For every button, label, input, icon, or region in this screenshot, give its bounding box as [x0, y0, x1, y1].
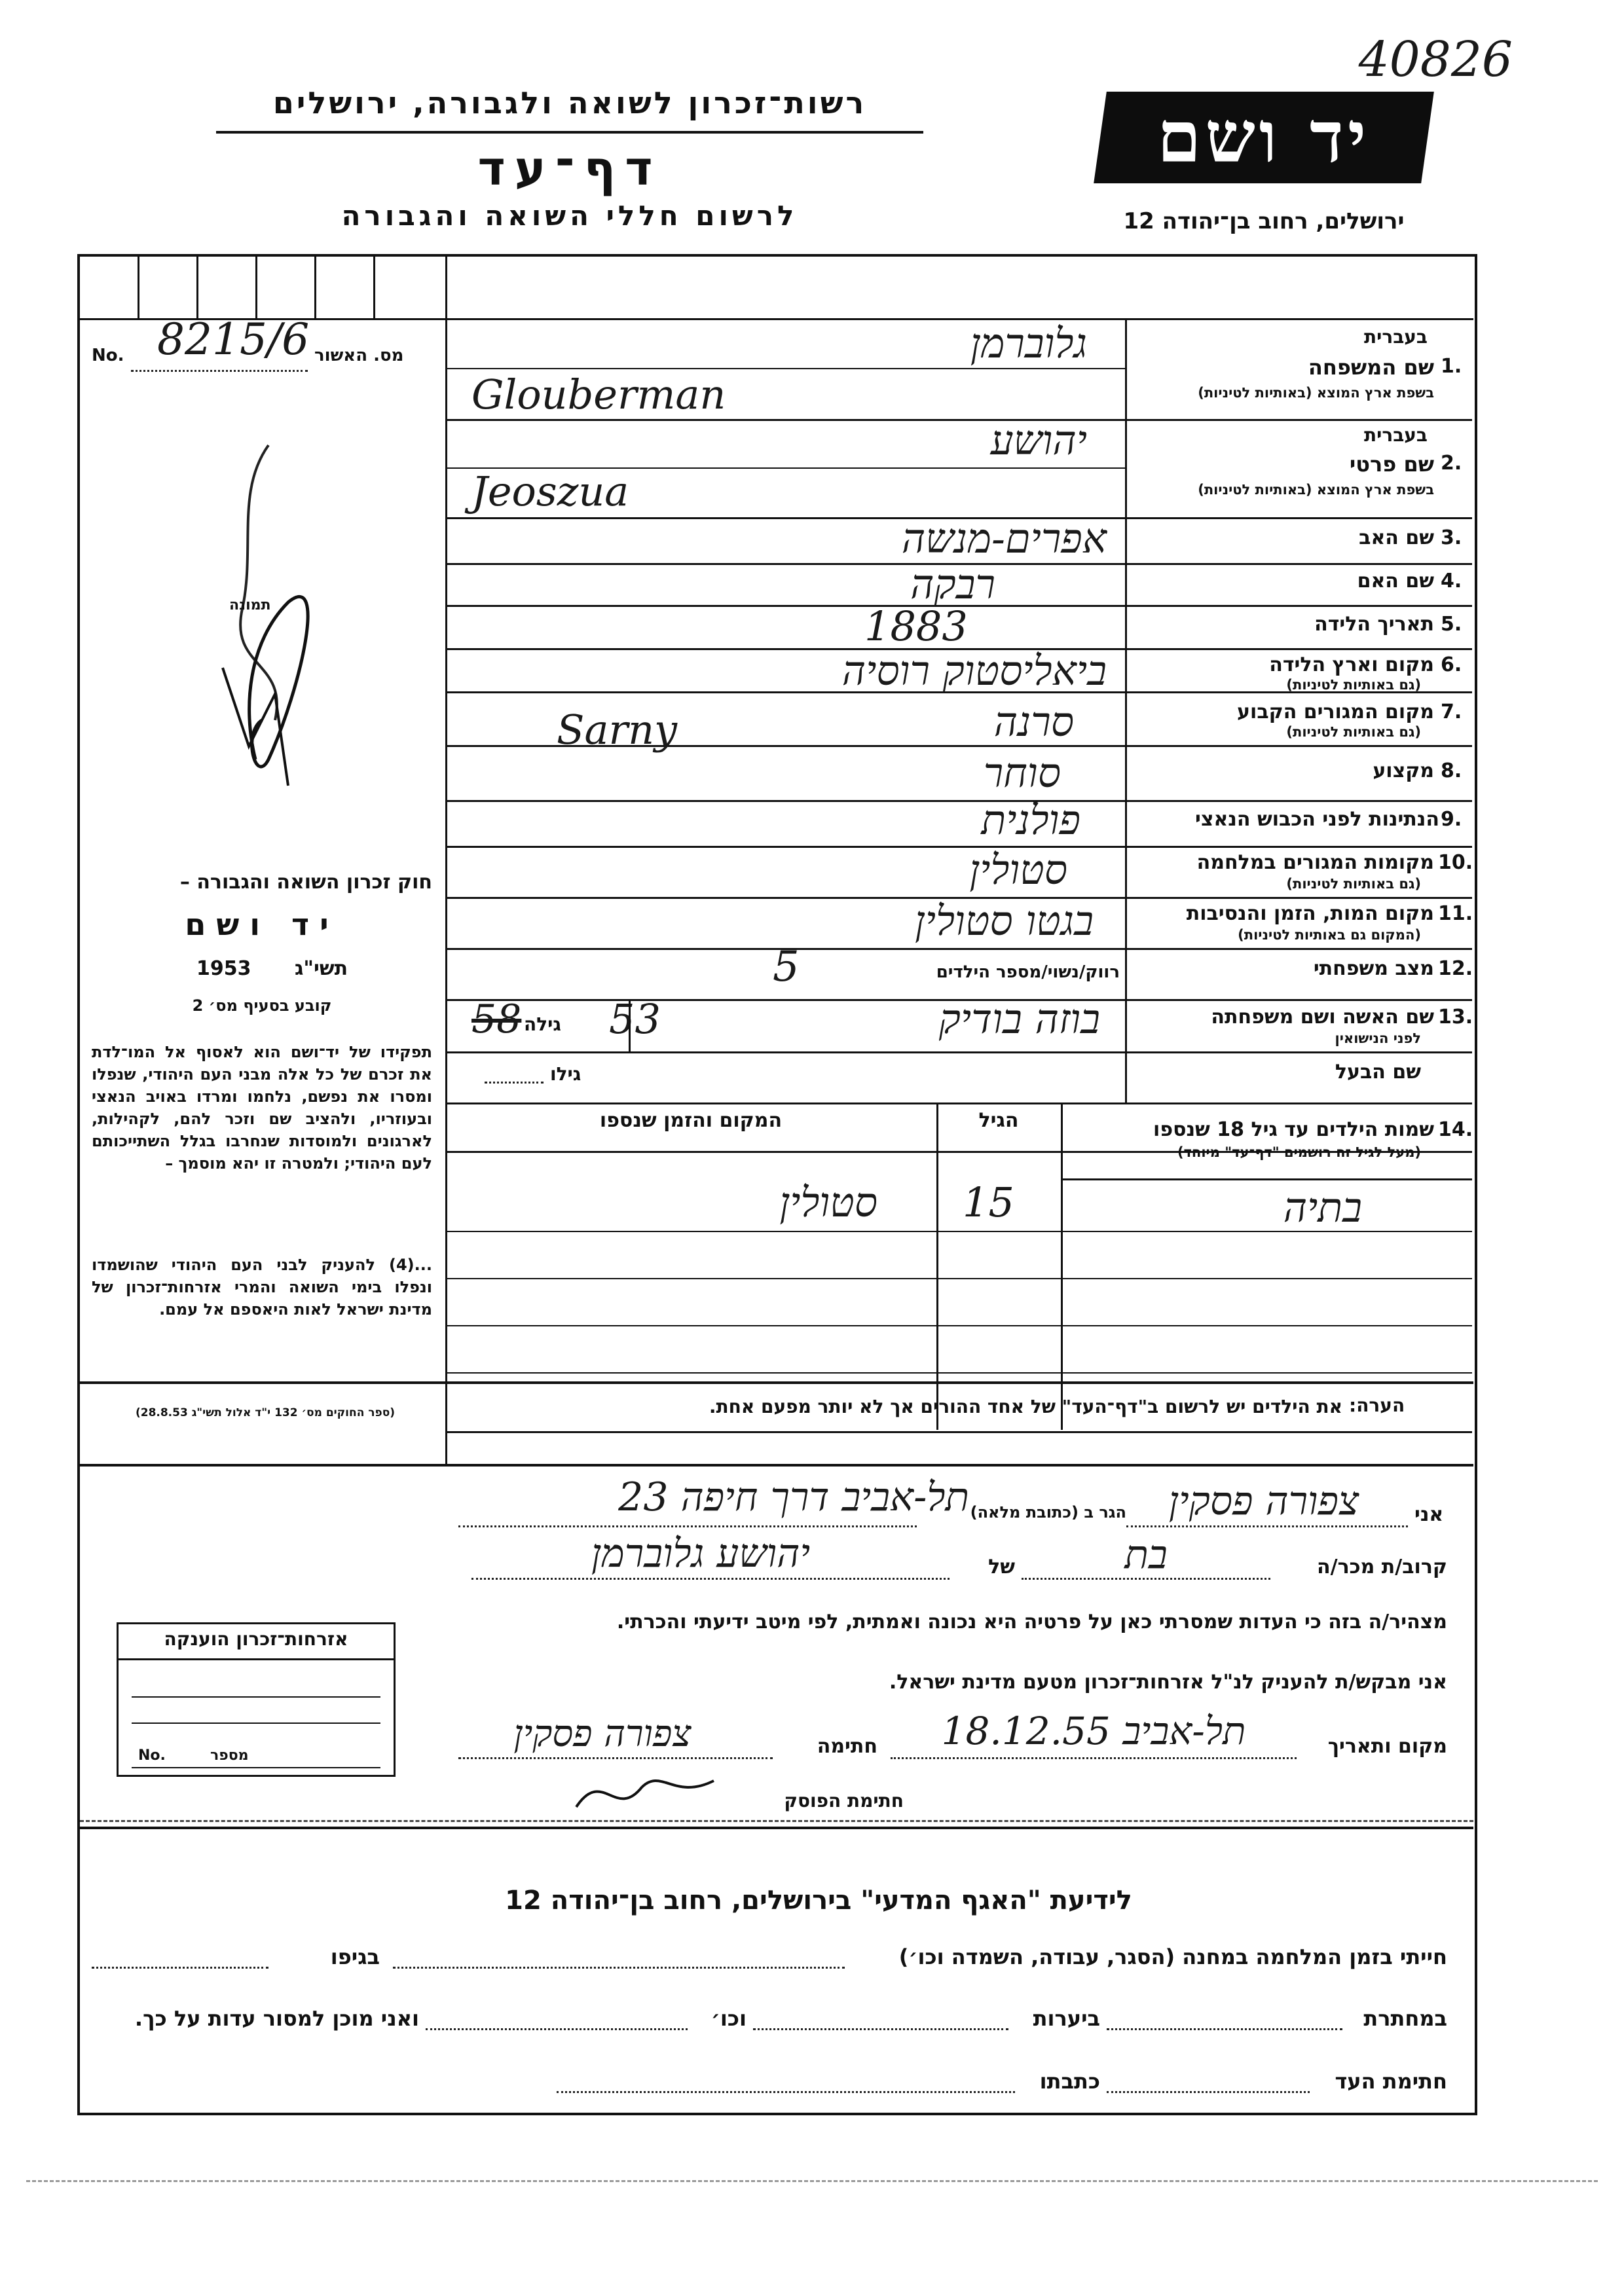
field-10-sub: (גם באותיות לטיניות): [1286, 876, 1421, 892]
law-text: תפקידו של יד־ושם הוא לאסוף אל המו־לדת את זכרם של כל אלה מבני העם היהודי, שנפלו ומסרו את נפשם, נלחמו ומרדו באויב הנאצי ובעוזריו, ולהציב שם וזכר להם, לקהילות, לארגונים ולמוסדות שנחרבו בגלל השתייכותם לעם היהודי; ולמטרה זו יהא מוסמך –: [92, 1043, 432, 1173]
declarant-ani-label: אני: [1414, 1503, 1444, 1526]
declarant-name: צפורה פסקין: [1168, 1478, 1359, 1524]
wife-age-label: גילה: [524, 1013, 561, 1035]
photo-scribble: [92, 393, 432, 799]
form-title: דף־עד: [477, 141, 662, 196]
law-clause: קובע בסעיף מס׳ 2: [192, 996, 332, 1015]
residing-label: הגר ב (כתובת מלאה): [970, 1503, 1126, 1522]
citizenship-box: [117, 1622, 396, 1777]
field-8-number: 8.: [1441, 759, 1462, 782]
child-name: בתיה: [1283, 1184, 1362, 1231]
approval-number: 8215/6: [157, 314, 310, 365]
field-2-number: 2.: [1441, 452, 1462, 475]
field-2-sub: בשפת ארץ המוצא (באותיות לטיניות): [1198, 482, 1434, 498]
footer-line3-start: חתימת העד: [1335, 2069, 1447, 2094]
field-6-sub: (גם באותיות לטיניות): [1286, 677, 1421, 693]
birth-place: ביאליסטוק רוסיה: [841, 647, 1107, 695]
field-2-label: שם פרטי: [1349, 452, 1434, 477]
checker-signature-scribble: [563, 1755, 733, 1827]
approval-number-label: מס. האשור: [314, 346, 404, 365]
footer-line2-mid2: וכו׳: [710, 2006, 747, 2031]
declarant-address: תל-אביב דרך חיפה 23: [618, 1474, 969, 1520]
field-9-number: 9.: [1441, 808, 1462, 831]
field-6-label: מקום וארץ הלידה: [1269, 653, 1434, 676]
field-9-label: הנתינות לפני הכבוש הנאצי: [1195, 808, 1439, 831]
field-8-label: מקצוע: [1373, 759, 1434, 782]
photo-area: [92, 393, 432, 799]
photo-label: תמונה: [229, 597, 271, 613]
checker-label: חתימת הפוסק: [784, 1790, 904, 1812]
field-12-label: מצב משפחתי: [1313, 957, 1434, 980]
relation: בת: [1124, 1532, 1168, 1578]
law-title: חוק זכרון השואה והגבורה –: [179, 871, 432, 894]
footer-line1-label: חייתי בזמן המלחמה במחנה (הסגר, עבודה, השמדה וכו׳): [898, 1944, 1447, 1969]
field-11-label: מקום המות, הזמן והנסיבות: [1186, 902, 1434, 925]
footer-line2-start: במחתרת: [1363, 2006, 1447, 2031]
field-1-number: 1.: [1441, 355, 1462, 378]
field-13-sub: לפני הנישואין: [1335, 1030, 1421, 1046]
husband-label: שם הבעל: [1335, 1061, 1421, 1084]
citizenship-no-label: No.: [138, 1747, 166, 1764]
law-year-hebrew: תשי"ג: [295, 957, 348, 980]
wife-age-struck: 58: [471, 996, 522, 1042]
field-13-label: שם האשה ושם משפחתה: [1211, 1006, 1434, 1029]
children-col-age: הגיל: [978, 1109, 1019, 1132]
signature: צפורה פסקין: [513, 1713, 692, 1755]
place-of-death: בגטו סטולין: [914, 897, 1094, 945]
field-5-label: תאריך הלידה: [1314, 613, 1434, 636]
first-name-latin: Jeoszua: [471, 467, 629, 515]
birth-year: 1883: [864, 602, 968, 650]
child-death-place: סטולין: [779, 1178, 877, 1226]
place-date: תל-אביב 18.12.55: [941, 1709, 1246, 1753]
authority-name: רשות־זכרון לשואה ולגבורה, ירושלים: [272, 85, 867, 120]
residence-latin: Sarny: [557, 706, 678, 754]
field-6-number: 6.: [1441, 653, 1462, 676]
field-3-number: 3.: [1441, 526, 1462, 549]
request-text: אני מבקש/ת להעניק לנ"ל אזרחות־זכרון מטעם מדינת ישראל.: [889, 1671, 1447, 1694]
wartime-residence: סטולין: [969, 846, 1067, 894]
left-column-divider: [445, 257, 447, 1465]
law-name: יד ושם: [185, 907, 339, 942]
note-text: את הילדים יש לרשום ב"דף־העד" של אחד ההורים אך לא יותר מפעם אחת.: [709, 1396, 1342, 1417]
first-name-hebrew: יהושע: [990, 416, 1087, 464]
field-10-label: מקומות המגורים במלחמה: [1196, 851, 1434, 874]
footer-line1-end: בגיפו: [330, 1944, 380, 1969]
citizenship-number-label: מספר: [210, 1747, 249, 1764]
citizenship-box-title: אזרחות־זכרון הוענקה: [164, 1628, 348, 1650]
wife-name: בוזה בודיק: [938, 995, 1100, 1043]
field-3-label: שם האב: [1359, 526, 1434, 549]
field-1-sub: בשפת ארץ המוצא (באותיות לטיניות): [1198, 385, 1434, 401]
form-subtitle: לרשום חללי השואה והגבורה: [341, 200, 798, 232]
field-13-number: 13.: [1438, 1006, 1473, 1029]
gazette-reference: (ספר החוקים מס׳ 132 י"ד אלול תשי"ג 28.8.53): [135, 1406, 396, 1419]
citizenship: פולנית: [981, 796, 1080, 844]
relative-label: קרוב/ת מכר/ה: [1317, 1556, 1447, 1578]
field-4-number: 4.: [1441, 570, 1462, 592]
footer-line2-end: ואני מוכן למסור עדות על כך.: [134, 2006, 419, 2031]
logo-text: יד ושם: [1157, 96, 1371, 179]
footer-title: לידיעת "האגף המדעי" בירושלים, רחוב בן־יהודה 12: [505, 1886, 1132, 1916]
wife-age: 53: [609, 995, 661, 1043]
field-12-number: 12.: [1438, 957, 1473, 980]
field-14-number: 14.: [1438, 1118, 1473, 1141]
record-number-label: No.: [92, 346, 124, 365]
document-number: 40826: [1358, 31, 1513, 88]
marital-options: רווק/נשוי/מספר הילדים: [936, 962, 1120, 982]
field-5-number: 5.: [1441, 613, 1462, 636]
field-1-label: שם המשפחה: [1308, 355, 1434, 380]
declaration-text: מצהיר/ה בזה כי העדות שמסרתי כאן על פרטיה היא נכונה ואמתית, לפי מיטב ידיעתי והכרתי.: [616, 1611, 1447, 1633]
authority-underline: [216, 131, 923, 134]
law-text-clause-4: ...(4) להעניק לבני העם היהודי שהושמדו ונפלו בימי השואה והמרי אזרחות־זכרון של מדינת ישראל לאות היאספם אל עמם.: [92, 1256, 432, 1319]
family-name-hebrew: גלוברמן: [970, 319, 1087, 367]
father-name: אפרים-מנשה: [901, 515, 1107, 562]
residence-hebrew: סרנה: [993, 698, 1074, 746]
field-10-number: 10.: [1438, 851, 1473, 874]
children-count: 5: [773, 943, 800, 991]
signature-label: חתימה: [817, 1735, 877, 1758]
place-date-label: מקום ותאריך: [1327, 1735, 1447, 1758]
children-col-place: המקום והזמן שנספו: [599, 1109, 783, 1132]
field-11-sub: (המקום גם באותיות לטיניות): [1238, 927, 1421, 943]
yad-vashem-logo: [1094, 92, 1434, 183]
field-7-sub: (גם באותיות לטיניות): [1286, 724, 1421, 740]
occupation: סוחר: [983, 749, 1061, 797]
field-1-lang: בעברית: [1363, 326, 1428, 348]
deceased-name: יהושע גלוברמן: [591, 1531, 811, 1576]
footer-line3-mid: כתבתו: [1039, 2069, 1100, 2094]
family-name-latin: Glouberman: [471, 371, 726, 418]
footer-line2-mid1: ביערות: [1033, 2006, 1100, 2031]
field-2-lang: בעברית: [1363, 424, 1428, 446]
field-7-label: מקום המגורים הקבוע: [1237, 701, 1434, 723]
note-label: הערה:: [1349, 1394, 1405, 1416]
children-subtitle: (מעל לגיל זה רושמים "דף־עד" מיוחד): [1177, 1144, 1421, 1160]
header-address: ירושלים, רחוב בן־יהודה 12: [1123, 208, 1405, 234]
law-year: 1953: [196, 957, 251, 980]
husband-age-label: גילו: [550, 1063, 581, 1085]
mother-name: רבקה: [910, 560, 995, 608]
field-11-number: 11.: [1438, 902, 1473, 925]
of-label: של: [988, 1556, 1015, 1578]
field-4-label: שם האם: [1357, 570, 1434, 592]
child-age: 15: [963, 1178, 1014, 1226]
children-title: שמות הילדים עד גיל 18 שנספו: [1153, 1118, 1434, 1141]
field-7-number: 7.: [1441, 701, 1462, 723]
